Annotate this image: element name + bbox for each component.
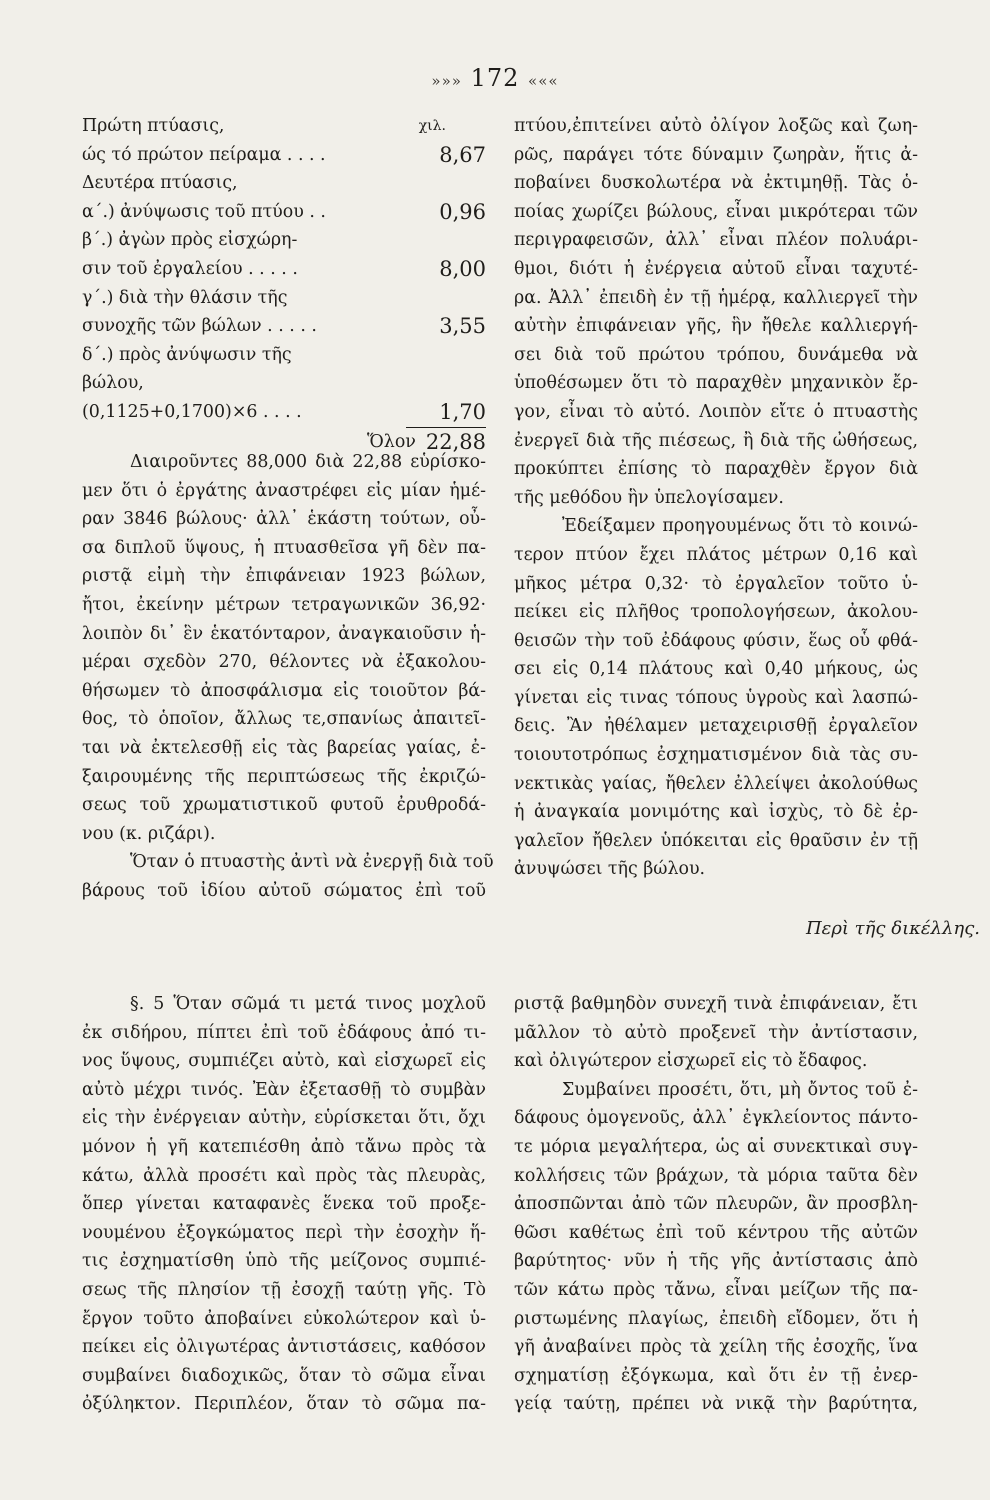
text-line: βάρους τοῦ ἰδίου αὐτοῦ σώματος ἐπὶ τοῦ bbox=[82, 880, 486, 901]
ledger-label: συνοχῆς τῶν βώλων . . . . . bbox=[82, 316, 317, 337]
ledger-value: 22,88 bbox=[425, 429, 486, 454]
ledger-value: 1,70 bbox=[439, 399, 486, 424]
ledger-row bbox=[82, 141, 486, 170]
text-line: ρῶς, παράγει τότε δύναμιν ζωηρὰν, ἥτις ἀ- bbox=[514, 144, 918, 165]
text-line: Ἐδείξαμεν προηγουμένως ὅτι τὸ κοινώ- bbox=[562, 516, 918, 537]
text-line: τοιουτοτρόπως ἐσχηματισμένον διὰ τὰς συ- bbox=[514, 745, 918, 766]
text-line: ξαιρουμένης τῆς περιπτώσεως τῆς ἐκριζώ- bbox=[82, 766, 486, 787]
text-line: ἀνυψώσει τῆς βώλου. bbox=[514, 859, 706, 880]
text-line: περιγραφεισῶν, ἀλλ᾿ εἶναι πλέον πολυάρι- bbox=[514, 230, 918, 251]
text-line: πείκει εἰς ὀλιγωτέρας ἀντιστάσεις, καθόσον bbox=[82, 1337, 486, 1358]
text-line: θεισῶν τὴν τοῦ ἐδάφους φύσιν, ἕως οὗ φθά- bbox=[514, 630, 918, 651]
text-line: συμβαίνει διαδοχικῶς, ὅταν τὸ σῶμα εἶναι bbox=[82, 1365, 486, 1386]
text-line: ἀποσπῶνται ἀπὸ τῶν πλευρῶν, ἂν προσβλη- bbox=[514, 1194, 918, 1215]
text-line: ρα. Ἀλλ᾿ ἐπειδὴ ἐν τῇ ἡμέρᾳ, καλλιεργεῖ τὴν bbox=[514, 287, 918, 308]
left-column-text bbox=[82, 448, 494, 906]
text-line: καὶ ὀλιγώτερον εἰσχωρεῖ εἰς τὸ ἔδαφος. bbox=[514, 1051, 868, 1072]
ledger-value: χιλ. bbox=[418, 118, 446, 134]
ledger-row bbox=[82, 198, 486, 227]
text-line: σει εἰς 0,14 πλάτους καὶ 0,40 μήκους, ὡς bbox=[514, 659, 918, 680]
ledger-table bbox=[82, 112, 486, 456]
ledger-row bbox=[82, 169, 486, 198]
ledger-label: δ΄.) πρὸς ἀνύψωσιν τῆς bbox=[82, 344, 292, 365]
text-line: λοιπὸν δι᾿ ἓν ἑκατόνταρον, ἀναγκαιοῦσιν ἡ- bbox=[82, 623, 486, 644]
text-line: θος, τὸ ὁποῖον, ἄλλως τε,σπανίως ἀπαιτεῖ- bbox=[82, 709, 486, 730]
text-line: γῆ ἀναβαίνει πρὸς τὰ χείλη τῆς ἐσοχῆς, ἵνα bbox=[514, 1337, 918, 1358]
ledger-value: 8,67 bbox=[439, 142, 486, 167]
text-line: μέραι σχεδὸν 270, θέλοντες νὰ ἐξακολου- bbox=[82, 652, 486, 673]
text-line: ἡ ἀναγκαία μονιμότης καὶ ἰσχὺς, τὸ δὲ ἐρ- bbox=[514, 802, 918, 823]
text-line: ἐκ σιδήρου, πίπτει ἐπὶ τοῦ ἐδάφους ἀπό τι- bbox=[82, 1022, 486, 1043]
text-line: δάφους ὁμογενοῦς, ἀλλ᾿ ἐγκλείοντος πάντο- bbox=[514, 1108, 918, 1129]
ledger-row bbox=[82, 226, 486, 255]
text-line: τῶν κάτω πρὸς τἄνω, εἶναι μείζων τῆς πα- bbox=[514, 1279, 918, 1300]
text-line: νος ὕψους, συμπιέζει αὐτὸ, καὶ εἰσχωρεῖ εἰς bbox=[82, 1051, 486, 1072]
ledger-label: σιν τοῦ ἐργαλείου . . . . . bbox=[82, 258, 298, 279]
right-column-top-text bbox=[514, 112, 918, 884]
ledger-row bbox=[82, 112, 486, 141]
right-column-bottom-text bbox=[514, 990, 918, 1419]
text-line: ται νὰ ἐκτελεσθῇ εἰς τὰς βαρείας γαίας, ἐ- bbox=[82, 737, 486, 758]
text-line: θμοι, διότι ἡ ἐνέργεια αὐτοῦ εἶναι ταχυτέ- bbox=[514, 258, 918, 279]
page-header bbox=[0, 64, 990, 92]
ledger-value: 0,96 bbox=[439, 199, 486, 224]
text-line: κάτω, ἀλλὰ προσέτι καὶ πρὸς τὰς πλευρὰς, bbox=[82, 1165, 486, 1186]
text-line: πείκει εἰς πλῆθος τροπολογήσεων, ἀκολου- bbox=[514, 602, 918, 623]
ledger-label: (0,1125+0,1700)×6 . . . . bbox=[82, 401, 302, 422]
ledger-label: Ὅλον bbox=[367, 431, 416, 452]
text-line: τε μόρια μεγαλήτερα, ὡς αἱ συνεκτικαὶ συγ- bbox=[514, 1136, 918, 1157]
text-line: μᾶλλον τὸ αὐτὸ προξενεῖ τὴν ἀντίστασιν, bbox=[514, 1022, 918, 1043]
text-line: σεως τοῦ χρωματιστικοῦ φυτοῦ ἐρυθροδά- bbox=[82, 795, 486, 816]
header-ornament-left: »»» bbox=[431, 72, 462, 90]
text-line: μῆκος μέτρα 0,32· τὸ ἐργαλεῖον τοῦτο ὑ- bbox=[514, 573, 918, 594]
text-line: ἤτοι, ἐκείνην μέτρων τετραγωνικῶν 36,92· bbox=[82, 594, 486, 615]
text-line: Διαιροῦντες 88,000 διὰ 22,88 εὑρίσκο- bbox=[130, 452, 486, 472]
ledger-row bbox=[82, 369, 486, 398]
ledger-row bbox=[82, 284, 486, 313]
ledger-label: α΄.) ἀνύψωσις τοῦ πτύου . . bbox=[82, 201, 326, 222]
text-line: ἐνεργεῖ διὰ τῆς πιέσεως, ἢ διὰ τῆς ὠθήσεως, bbox=[514, 430, 918, 451]
text-line: σα διπλοῦ ὕψους, ἡ πτυασθεῖσα γῆ δὲν πα- bbox=[82, 537, 486, 558]
ledger-value: 8,00 bbox=[439, 256, 486, 281]
text-line: ραν 3846 βώλους· ἀλλ᾿ ἑκάστη τούτων, οὖ- bbox=[82, 509, 486, 530]
text-line: πτύου,ἐπιτείνει αὐτὸ ὀλίγον λοξῶς καὶ ζωη- bbox=[514, 116, 918, 136]
ledger-label: γ΄.) διὰ τὴν θλάσιν τῆς bbox=[82, 287, 288, 308]
text-line: ποίας χωρίζει βώλους, εἶναι μικρότεραι τῶν bbox=[514, 201, 918, 222]
text-line: μόνον ἡ γῆ κατεπιέσθη ἀπὸ τἄνω πρὸς τὰ bbox=[82, 1136, 486, 1157]
ledger-label: Δευτέρα πτύασις, bbox=[82, 173, 238, 194]
text-line: κολλήσεις τῶν βράχων, τὰ μόρια ταῦτα δὲν bbox=[514, 1165, 918, 1186]
header-ornament-right: ««« bbox=[528, 72, 559, 90]
ledger-value: 3,55 bbox=[439, 314, 486, 339]
text-line: ποβαίνει δυσκολωτέρα νὰ ἐκτιμηθῇ. Τὰς ὁ- bbox=[514, 173, 918, 194]
text-line: σχηματίσῃ ἐξόγκωμα, καὶ ὅτι ἐν τῇ ἐνερ- bbox=[514, 1365, 918, 1386]
text-line: τερον πτύον ἔχει πλάτος μέτρων 0,16 καὶ bbox=[514, 544, 918, 565]
text-line: ριστωμένης πλαγίως, ἐπειδὴ εἴδομεν, ὅτι ἡ bbox=[514, 1308, 918, 1329]
text-line: βαρύτητος· νῦν ἡ τῆς γῆς ἀντίστασις ἀπὸ bbox=[514, 1251, 918, 1272]
text-line: γίνεται εἰς τινας τόπους ὑγροὺς καὶ λασπώ- bbox=[514, 687, 918, 708]
text-line: ὀξύληκτον. Περιπλέον, ὅταν τὸ σῶμα πα- bbox=[82, 1394, 486, 1415]
ledger-label: Πρώτη πτύασις, bbox=[82, 116, 225, 136]
left-column-bottom-text bbox=[82, 990, 486, 1419]
text-line: σει διὰ τοῦ πρώτου τρόπου, δυνάμεθα νὰ bbox=[514, 344, 918, 365]
text-line: ὑποθέσωμεν ὅτι τὸ παραχθὲν μηχανικὸν ἔρ- bbox=[514, 373, 918, 394]
ledger-label: βώλου, bbox=[82, 373, 144, 394]
ledger-row bbox=[82, 255, 486, 284]
text-line: προκύπτει ἐπίσης τὸ παραχθὲν ἔργον διὰ bbox=[514, 459, 918, 480]
text-line: θήσωμεν τὸ ἀποσφάλισμα εἰς τοιοῦτον βά- bbox=[82, 680, 486, 701]
text-line: §. 5 Ὅταν σῶμά τι μετά τινος μοχλοῦ bbox=[130, 994, 486, 1014]
text-line: ριστᾷ βαθμηδὸν συνεχῆ τινὰ ἐπιφάνειαν, ἔτι bbox=[514, 994, 918, 1014]
text-line: νου (κ. ριζάρι). bbox=[82, 823, 216, 844]
text-line: μεν ὅτι ὁ ἐργάτης ἀναστρέφει εἰς μίαν ἡμέ- bbox=[82, 480, 486, 501]
text-line: νεκτικὰς γαίας, ἤθελεν ἐλλείψει ἀκολούθως bbox=[514, 773, 918, 794]
section-title: Περὶ τῆς δικέλλης. bbox=[805, 918, 980, 939]
text-line: ὅπερ γίνεται καταφανὲς ἕνεκα τοῦ προξε- bbox=[82, 1194, 486, 1215]
ledger-row bbox=[82, 398, 486, 427]
text-line: νουμένου ἐξογκώματος περὶ τὴν ἐσοχὴν ἥ- bbox=[82, 1222, 486, 1243]
ledger-label: ώς τό πρώτον πείραμα . . . . bbox=[82, 144, 326, 165]
text-line: αὐτὴν ἐπιφάνειαν γῆς, ἣν ἤθελε καλλιεργή- bbox=[514, 316, 918, 337]
text-line: τις ἐσχηματίσθη ὑπὸ τῆς μείζονος συμπιέ- bbox=[82, 1251, 486, 1272]
text-line: αὐτὸ μέχρι τινός. Ἐὰν ἐξετασθῇ τὸ συμβὰν bbox=[82, 1079, 486, 1100]
text-line: ριστᾷ εἰμὴ τὴν ἐπιφάνειαν 1923 βώλων, bbox=[82, 566, 486, 587]
text-line: θῶσι καθέτως ἐπὶ τοῦ κέντρου τῆς αὐτῶν bbox=[514, 1222, 918, 1243]
page-number: 172 bbox=[470, 64, 520, 92]
text-line: γον, εἶναι τὸ αὐτό. Λοιπὸν εἴτε ὁ πτυαστὴς bbox=[514, 401, 918, 422]
text-line: ἔργον τοῦτο ἀποβαίνει εὐκολώτερον καὶ ὑ- bbox=[82, 1308, 486, 1329]
ledger-row bbox=[82, 312, 486, 341]
text-line: σεως τῆς πλησίον τῇ ἐσοχῇ ταύτῃ γῆς. Τὸ bbox=[82, 1279, 486, 1300]
text-line: γείᾳ ταύτῃ, πρέπει νὰ νικᾷ τὴν βαρύτητα, bbox=[514, 1394, 918, 1415]
text-line: Συμβαίνει προσέτι, ὅτι, μὴ ὄντος τοῦ ἐ- bbox=[562, 1079, 918, 1100]
text-line: Ὅταν ὁ πτυαστὴς ἀντὶ νὰ ἐνεργῇ διὰ τοῦ bbox=[130, 852, 494, 873]
text-line: εἰς τὴν ἐνέργειαν αὐτὴν, εὑρίσκεται ὅτι, ὄχι bbox=[82, 1108, 486, 1129]
ledger-row bbox=[82, 341, 486, 370]
ledger-label: β΄.) ἀγὼν πρὸς εἰσχώρη- bbox=[82, 230, 298, 251]
text-line: τῆς μεθόδου ἣν ὑπελογίσαμεν. bbox=[514, 487, 784, 508]
text-line: δεις. Ἂν ἠθέλαμεν μεταχειρισθῇ ἐργαλεῖον bbox=[514, 716, 918, 737]
text-line: γαλεῖον ἤθελεν ὑπόκειται εἰς θραῦσιν ἐν τῇ bbox=[514, 830, 918, 851]
